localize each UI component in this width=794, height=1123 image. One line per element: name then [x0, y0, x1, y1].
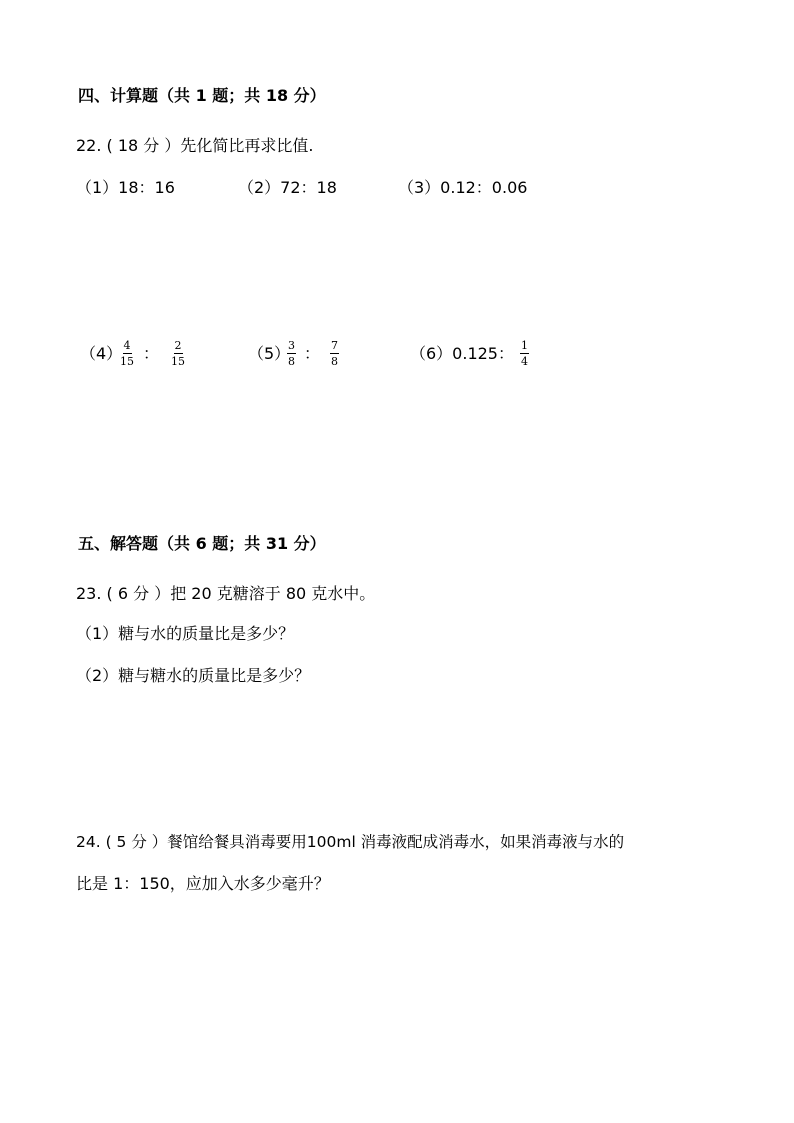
- q23-sub2: （2）糖与糖水的质量比是多少？: [76, 666, 311, 685]
- q22-part6-fraction: [520, 340, 529, 367]
- fraction-denominator: 8: [331, 355, 338, 368]
- fraction-denominator: 15: [171, 355, 185, 368]
- ratio-colon: ：: [143, 344, 160, 363]
- section4-heading: 四、计算题（共 1 题；共 18 分）: [78, 86, 326, 105]
- fraction-numerator: 7: [331, 339, 338, 352]
- q22-part4-fraction-b: [171, 340, 185, 367]
- q22-part5-label: （5）: [248, 344, 291, 363]
- fraction-numerator: 4: [123, 339, 131, 352]
- q22-part4-label: （4）: [80, 344, 123, 363]
- fraction-denominator: 15: [120, 355, 134, 368]
- q22-stem: 22. ( 18 分 ）先化简比再求比值.: [76, 136, 314, 155]
- fraction-numerator: 3: [288, 339, 295, 352]
- q23-sub1: （1）糖与水的质量比是多少？: [76, 624, 295, 643]
- ratio-colon: ：: [304, 344, 321, 363]
- fraction-numerator: 1: [521, 339, 528, 352]
- fraction-denominator: 4: [521, 355, 528, 368]
- fraction-numerator: 2: [174, 339, 182, 352]
- q22-part5-fraction-b: [330, 340, 339, 367]
- q22-part3: （3）0.12：0.06: [398, 178, 528, 197]
- q22-part2: （2）72：18: [238, 178, 337, 197]
- q22-part1: （1）18：16: [76, 178, 175, 197]
- q23-stem: 23. ( 6 分 ）把 20 克糖溶于 80 克水中。: [76, 584, 376, 603]
- q22-part4-fraction-a: [120, 340, 134, 367]
- section5-heading: 五、解答题（共 6 题；共 31 分）: [78, 534, 326, 553]
- q24-line1: 24. ( 5 分 ）餐馆给餐具消毒要用100ml 消毒液配成消毒水，如果消毒液与水的: [76, 833, 625, 851]
- q22-part5-fraction-a: [287, 340, 296, 367]
- fraction-denominator: 8: [288, 355, 295, 368]
- q22-part6-label: （6）0.125：: [410, 344, 514, 363]
- q24-line2: 比是 1：150，应加入水多少毫升？: [76, 874, 330, 893]
